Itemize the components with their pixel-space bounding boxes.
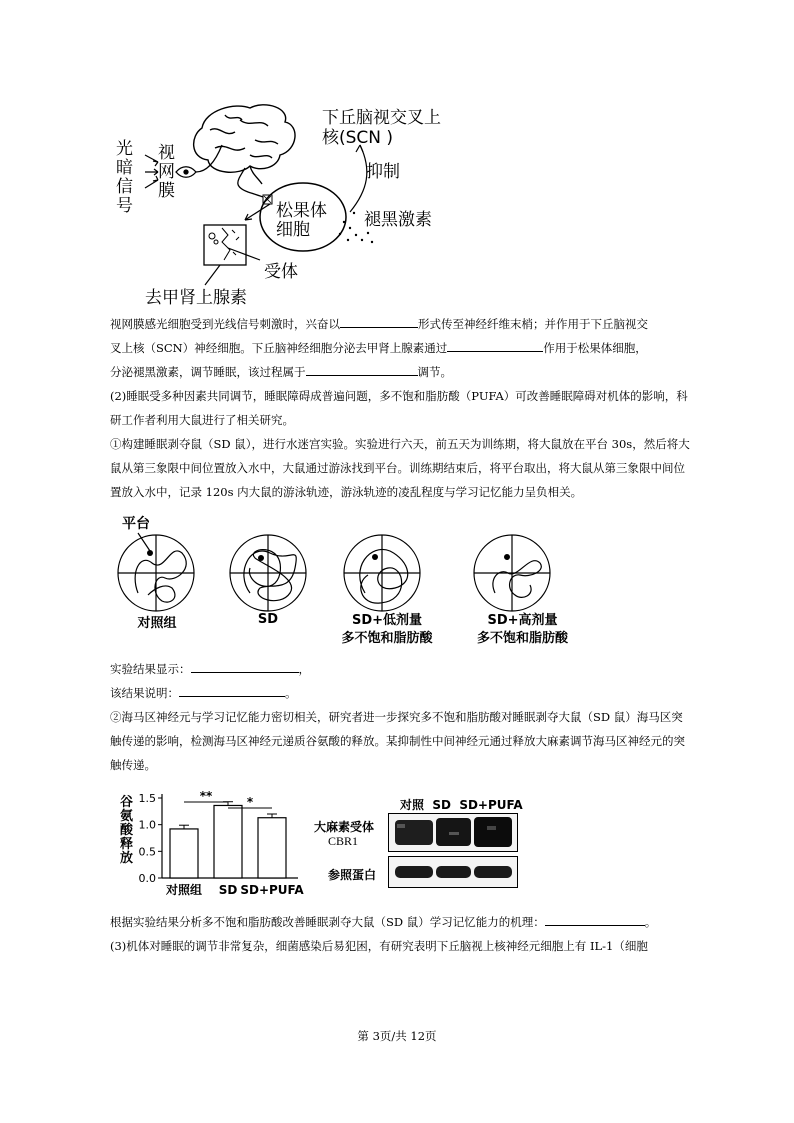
figure-water-maze [110, 513, 590, 648]
answer-blank-1[interactable] [340, 313, 418, 328]
blot-header: 对照 SD SD+PUFA [400, 798, 523, 812]
explain-label: 该结果说明： [110, 686, 179, 700]
bar [258, 818, 286, 878]
result-label: 实验结果显示： [110, 662, 191, 676]
answer-blank-3[interactable] [306, 361, 418, 376]
label-melatonin: 褪黑激素 [364, 210, 432, 230]
para1-part-a: 视网膜感光细胞受到光线信号刺激时，兴奋以 [110, 317, 340, 331]
platform-dots [147, 550, 510, 561]
para1-part-f: 调节。 [417, 365, 452, 379]
explain-line [110, 681, 690, 705]
y-tick-label: 0.0 [138, 872, 156, 885]
maze-sd-low [344, 535, 420, 611]
significance-label: * [246, 795, 254, 809]
para5-end: 。 [644, 915, 657, 929]
bar [214, 805, 242, 878]
paragraph-2: (2)睡眠受多种因素共同调节，睡眠障碍成普遍问题，多不饱和脂肪酸（PUFA）可改善睡眠障碍对机体的影响，科研工作者利用大鼠进行了相关研究。 [110, 389, 688, 427]
significance-label: ** [199, 789, 213, 803]
label-norepinephrine: 去甲肾上腺素 [145, 288, 247, 308]
blot-row1-image [388, 813, 518, 852]
blot-row2-bands [389, 857, 517, 887]
answer-blank-6[interactable] [545, 911, 645, 926]
para5-text: 根据实验结果分析多不饱和脂肪酸改善睡眠剥夺大鼠（SD 鼠）学习记忆能力的机理： [110, 915, 545, 929]
answer-blank-5[interactable] [179, 682, 285, 697]
paragraph-3: ①构建睡眠剥夺鼠（SD 鼠），进行水迷宫实验。实验进行六天，前五天为训练期，将大鼠放在平台 30s，然后将大鼠从第三象限中间位置放入水中，大鼠通过游泳找到平台。训练期结束后，将平台取出，将大鼠从第三象限中间位置放入水中，记录 120s 内大鼠的游泳轨迹，游泳轨迹的凌乱程度与学习记忆能力呈负相关。 [110, 437, 690, 499]
category-label: SD [218, 883, 238, 897]
maze-label-sd-high: SD+高剂量 多不饱和脂肪酸 [476, 613, 568, 646]
category-label: SD+PUFA [240, 883, 304, 897]
maze-sd-high [474, 535, 550, 611]
paragraph-4: ②海马区神经元与学习记忆能力密切相关，研究者进一步探究多不饱和脂肪酸对睡眠剥夺大鼠（SD 鼠）海马区突触传递的影响，检测海马区神经元递质谷氨酸的释放。某抑制性中间神经元通过释放大麻素调节海马区神经元的突触传递。 [110, 710, 685, 772]
para1-part-c: 叉上核（SCN）神经细胞。下丘脑神经细胞分泌去甲肾上腺素通过 [110, 341, 448, 355]
label-receptor: 受体 [264, 262, 298, 282]
blot-row2-image [388, 856, 518, 888]
western-blot [314, 796, 534, 896]
figure-sleep-regulation [110, 100, 450, 310]
chart-ylabel: 谷氨酸释放 [120, 795, 134, 866]
retina-eye-icon [176, 167, 196, 178]
answer-blank-4[interactable] [191, 658, 299, 673]
blot-row1-label-en: CBR1 [328, 834, 359, 848]
label-light-signal: 光暗信号 [116, 139, 133, 216]
page-footer: 第 3页/共 12页 [357, 1029, 437, 1043]
bar-chart [118, 786, 308, 901]
maze-control [118, 535, 194, 611]
para1-part-e: 分泌褪黑激素，调节睡眠，该过程属于 [110, 365, 306, 379]
label-platform: 平台 [122, 516, 150, 532]
label-scn: 下丘脑视交叉上核(SCN ) [322, 108, 441, 148]
para1-part-b: 形式传至神经纤维末梢；并作用于下丘脑视交 [418, 317, 648, 331]
y-tick-label: 1.5 [138, 792, 156, 805]
paragraph-1 [110, 312, 690, 384]
maze-label-control: 对照组 [137, 616, 177, 631]
brain-illustration [194, 105, 295, 184]
paragraph-6: (3)机体对睡眠的调节非常复杂，细菌感染后易犯困，有研究表明下丘脑视上核神经元细胞上有 IL-1（细胞 [110, 939, 648, 953]
para1-part-d: 作用于松果体细胞， [543, 341, 647, 355]
category-label: 对照组 [165, 883, 203, 897]
explain-end: 。 [285, 686, 297, 700]
result-line [110, 657, 690, 681]
label-inhibit: 抑制 [366, 162, 400, 182]
maze-sd [230, 535, 306, 611]
y-tick-label: 1.0 [138, 818, 156, 832]
blot-row1-label-cn: 大麻素受体 [314, 820, 375, 834]
result-end: ， [298, 662, 310, 676]
label-retina: 视网膜 [158, 143, 175, 201]
bar [170, 829, 198, 878]
maze-label-sd: SD [257, 612, 279, 627]
bar-chart-svg [118, 786, 308, 901]
answer-blank-2[interactable] [447, 337, 543, 352]
blot-row1-bands [389, 814, 517, 851]
y-tick-label: 0.5 [138, 845, 156, 859]
label-pineal-cell: 松果体细胞 [276, 201, 327, 240]
blot-row2-label: 参照蛋白 [328, 868, 377, 882]
maze-label-sd-low: SD+低剂量 多不饱和脂肪酸 [341, 613, 433, 646]
paragraph-5 [110, 910, 690, 934]
